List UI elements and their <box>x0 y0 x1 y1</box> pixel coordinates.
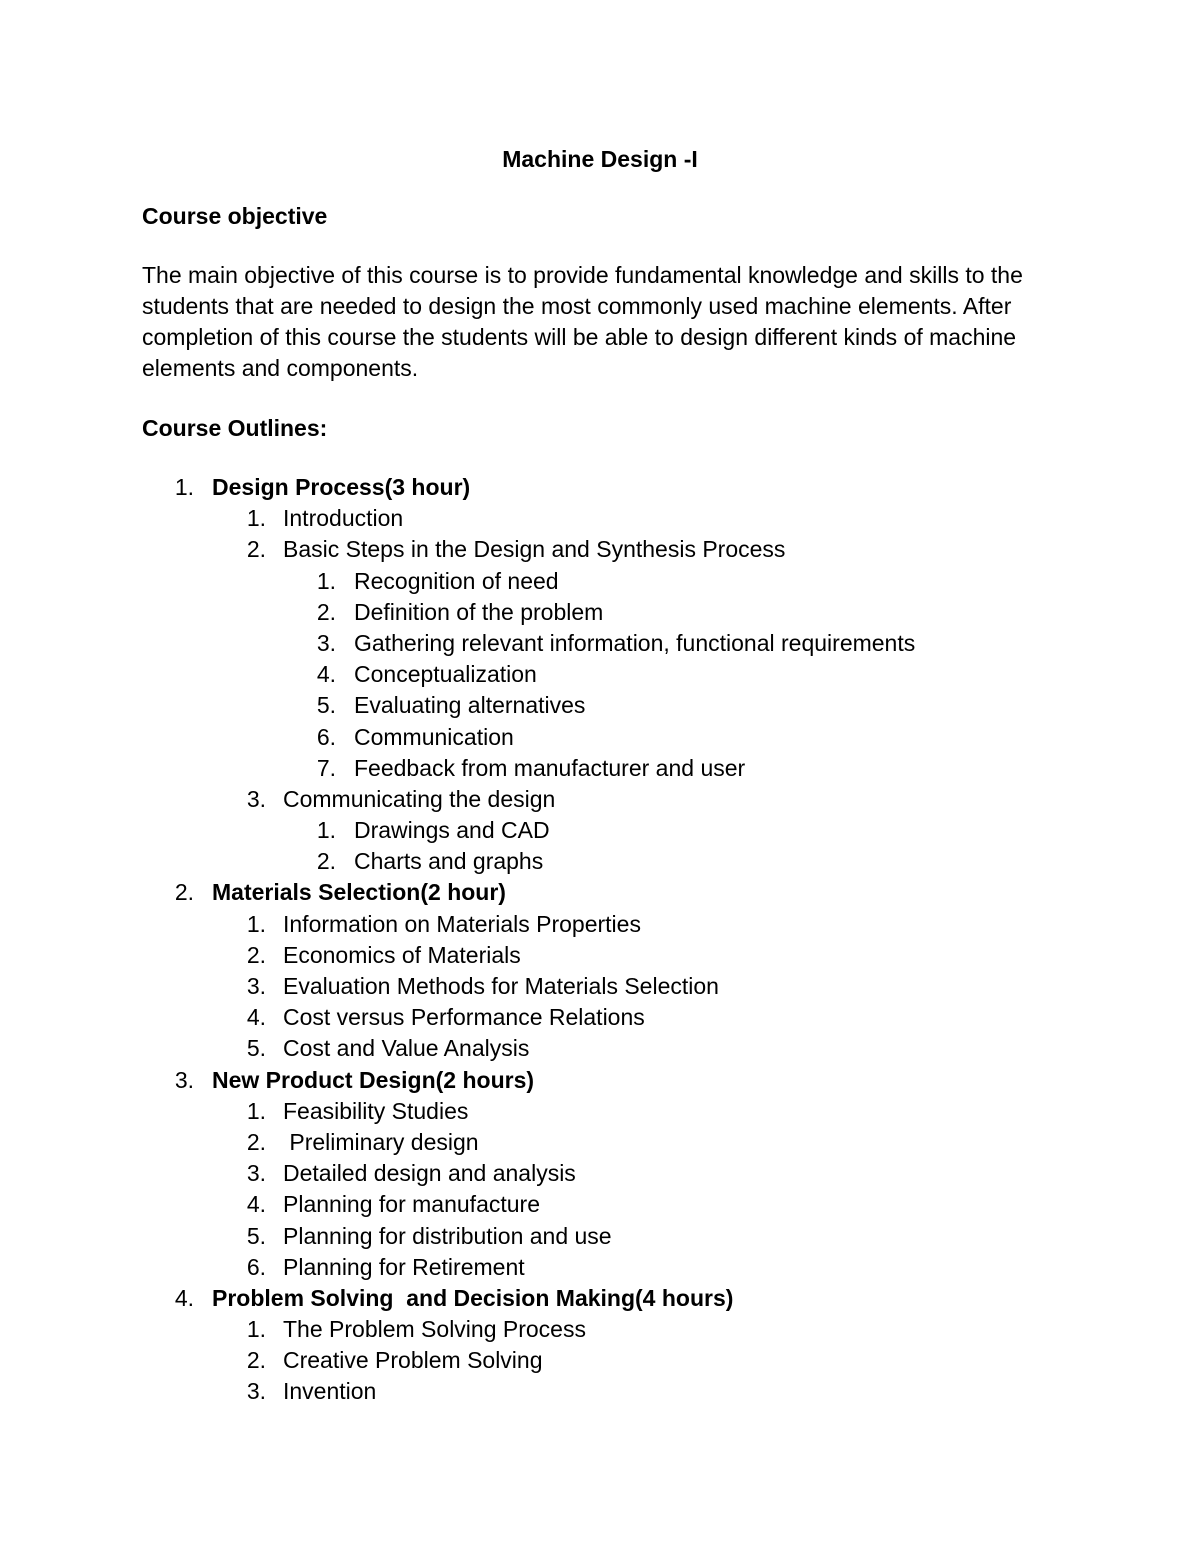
outline-topic <box>0 472 1200 503</box>
objective-line: completion of this course the students will be able to design different kinds of machine <box>142 324 1017 350</box>
list-number: 2. <box>316 598 336 625</box>
list-number: 4. <box>174 1284 194 1311</box>
list-number: 4. <box>316 661 336 688</box>
outline-subtopic <box>0 971 1200 1002</box>
list-number: 1. <box>316 567 336 594</box>
list-number: 2. <box>246 536 266 563</box>
list-item-text: Planning for distribution and use <box>283 1222 612 1249</box>
document-title: Machine Design -I <box>502 146 698 172</box>
outline-subtopic <box>0 534 1200 565</box>
objective-heading: Course objective <box>142 203 328 229</box>
list-item-text: Evaluation Methods for Materials Selection <box>283 973 719 999</box>
list-number: 3. <box>246 785 266 812</box>
list-item-text: Evaluating alternatives <box>354 692 586 719</box>
outline-subtopic <box>0 1189 1200 1220</box>
list-item-text: Invention <box>283 1378 377 1405</box>
list-item-text: Basic Steps in the Design and Synthesis Process <box>283 536 786 563</box>
objective-paragraph <box>142 260 1082 384</box>
outline-subsubtopic <box>0 753 1200 784</box>
outline-subsubtopic <box>0 690 1200 721</box>
list-item-text: Recognition of need <box>354 567 559 594</box>
list-item-text: The Problem Solving Process <box>283 1316 586 1343</box>
list-item-text: Conceptualization <box>354 661 537 688</box>
outline-subtopic <box>0 940 1200 971</box>
list-number: 5. <box>246 1035 266 1062</box>
list-number: 7. <box>316 754 336 781</box>
list-number: 3. <box>246 1378 266 1405</box>
list-number: 1. <box>246 1316 266 1343</box>
outline-subtopic <box>0 1096 1200 1127</box>
list-number: 1. <box>316 817 336 844</box>
list-item-text: Planning for manufacture <box>283 1191 540 1218</box>
outline-subtopic <box>0 1002 1200 1033</box>
list-item-text: Planning for Retirement <box>283 1253 525 1280</box>
course-outline-list <box>0 472 1200 1408</box>
list-item-text: Preliminary design <box>283 1128 479 1155</box>
outline-subtopic <box>0 1158 1200 1189</box>
list-number: 3. <box>246 973 266 999</box>
list-item-text: New Product Design(2 hours) <box>212 1066 535 1093</box>
list-item-text: Charts and graphs <box>354 848 544 875</box>
outline-subtopic <box>0 1033 1200 1064</box>
outline-subsubtopic <box>0 566 1200 597</box>
objective-line: The main objective of this course is to provide fundamental knowledge and skills to the <box>142 262 1023 288</box>
list-number: 1. <box>246 505 266 532</box>
outline-subtopic <box>0 909 1200 940</box>
list-item-text: Materials Selection(2 hour) <box>212 879 506 906</box>
outline-subtopic <box>0 1221 1200 1252</box>
list-number: 2. <box>316 848 336 875</box>
outline-subsubtopic <box>0 628 1200 659</box>
outline-subsubtopic <box>0 659 1200 690</box>
outline-topic <box>0 1065 1200 1096</box>
list-item-text: Detailed design and analysis <box>283 1160 576 1187</box>
outline-subsubtopic <box>0 597 1200 628</box>
list-number: 5. <box>246 1222 266 1249</box>
list-item-text: Design Process(3 hour) <box>212 474 471 500</box>
outline-topic <box>0 1283 1200 1314</box>
list-item-text: Problem Solving and Decision Making(4 hours) <box>212 1284 734 1311</box>
outline-subtopic <box>0 503 1200 534</box>
list-item-text: Communication <box>354 723 514 750</box>
list-item-text: Definition of the problem <box>354 598 604 625</box>
list-item-text: Information on Materials Properties <box>283 910 641 937</box>
outline-subtopic <box>0 1314 1200 1345</box>
list-item-text: Cost and Value Analysis <box>283 1035 530 1062</box>
list-number: 6. <box>246 1253 266 1280</box>
list-item-text: Introduction <box>283 505 404 532</box>
outline-subsubtopic <box>0 846 1200 877</box>
outline-subsubtopic <box>0 815 1200 846</box>
outlines-heading: Course Outlines: <box>142 415 328 441</box>
list-item-text: Feedback from manufacturer and user <box>354 754 746 781</box>
outline-subsubtopic <box>0 722 1200 753</box>
objective-line: elements and components. <box>142 355 419 381</box>
outline-topic <box>0 877 1200 908</box>
outline-subtopic <box>0 1345 1200 1376</box>
list-item-text: Gathering relevant information, functional requirements <box>354 629 916 656</box>
objective-line: students that are needed to design the most commonly used machine elements. After <box>142 293 1012 319</box>
outline-subtopic <box>0 784 1200 815</box>
list-number: 2. <box>246 941 266 968</box>
list-number: 1. <box>246 1097 266 1124</box>
list-item-text: Creative Problem Solving <box>283 1347 543 1374</box>
list-number: 3. <box>174 1066 194 1093</box>
list-number: 1. <box>246 910 266 937</box>
list-number: 2. <box>246 1347 266 1374</box>
list-item-text: Cost versus Performance Relations <box>283 1004 645 1031</box>
list-number: 2. <box>246 1128 266 1155</box>
list-item-text: Drawings and CAD <box>354 817 550 844</box>
outline-subtopic <box>0 1376 1200 1407</box>
outline-subtopic <box>0 1127 1200 1158</box>
list-number: 4. <box>246 1004 266 1031</box>
list-number: 3. <box>316 629 336 656</box>
list-number: 6. <box>316 723 336 750</box>
list-number: 2. <box>174 879 194 906</box>
outline-subtopic <box>0 1252 1200 1283</box>
list-item-text: Communicating the design <box>283 785 556 812</box>
list-number: 5. <box>316 692 336 719</box>
list-number: 1. <box>174 474 194 500</box>
list-number: 3. <box>246 1160 266 1187</box>
list-number: 4. <box>246 1191 266 1218</box>
list-item-text: Feasibility Studies <box>283 1097 469 1124</box>
list-item-text: Economics of Materials <box>283 941 521 968</box>
